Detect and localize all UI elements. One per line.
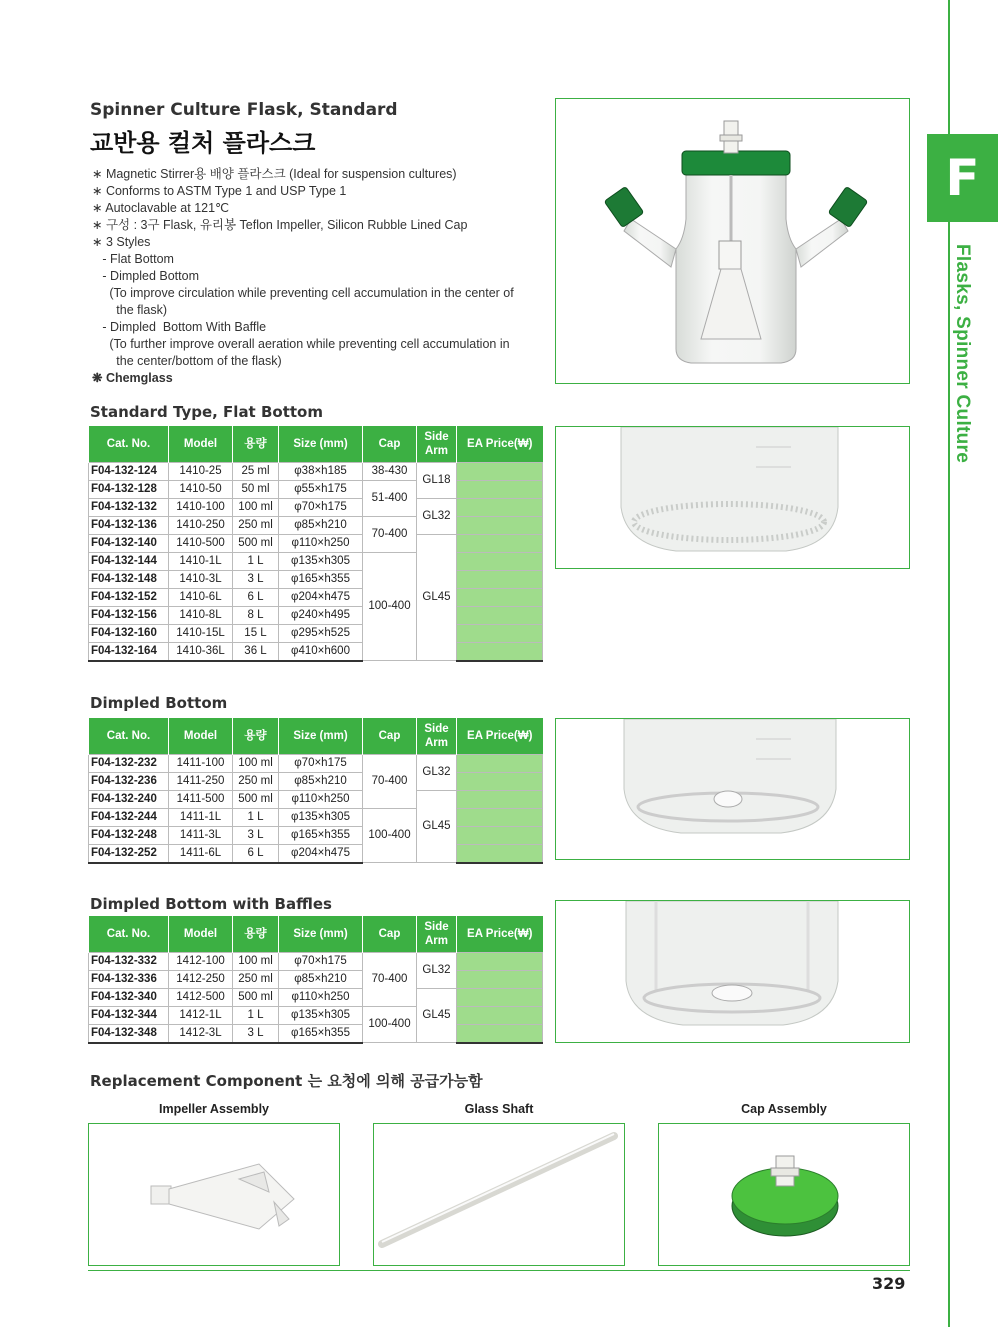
col-model: Model — [169, 718, 233, 754]
dimpled-baffle-table — [88, 916, 543, 1044]
feature-item: ∗ 구성 : 3구 Flask, 유리봉 Teflon Impeller, Silicon Rubble Lined Cap — [92, 218, 468, 232]
feature-item: (To improve circulation while preventing cell accumulation in the center of — [92, 286, 514, 300]
table-row: F04-132-248 1411-3L 3 L φ165×h355 — [89, 826, 543, 844]
dimpled-bottom-photo — [555, 718, 910, 860]
feature-item: ∗ Conforms to ASTM Type 1 and USP Type 1 — [92, 184, 347, 198]
dimpled-baffle-photo — [555, 900, 910, 1043]
flat-bottom-table — [88, 426, 543, 662]
section-title-flat: Standard Type, Flat Bottom — [90, 403, 323, 421]
page-title-korean: 교반용 컬처 플라스크 — [90, 129, 316, 157]
flat-bottom-photo — [555, 426, 910, 569]
col-cap: Cap — [363, 718, 417, 754]
section-tab-label: Flasks, Spinner Culture — [952, 244, 973, 464]
col-price: EA Price(₩) — [457, 916, 543, 952]
table-row: F04-132-164 1410-36L 36 L φ410×h600 — [89, 642, 543, 661]
table-row: F04-132-136 1410-250 250 ml φ85×h210 70-400 — [89, 516, 543, 534]
col-cap: Cap — [363, 426, 417, 462]
col-size: Size (mm) — [279, 718, 363, 754]
cap-assembly-label: Cap Assembly — [741, 1102, 827, 1116]
table-row: F04-132-140 1410-500 500 ml φ110×h250 GL45 — [89, 534, 543, 552]
col-cap: Cap — [363, 916, 417, 952]
col-size: Size (mm) — [279, 916, 363, 952]
spinner-flask-photo — [555, 98, 910, 384]
glass-shaft-label: Glass Shaft — [464, 1102, 534, 1116]
table-row: F04-132-132 1410-100 100 ml φ70×h175 GL32 — [89, 498, 543, 516]
footer-rule — [88, 1270, 910, 1271]
col-model: Model — [169, 916, 233, 952]
cap-assembly-photo — [658, 1123, 910, 1266]
col-cat: Cat. No. — [89, 916, 169, 952]
table-row: F04-132-128 1410-50 50 ml φ55×h175 51-400 — [89, 480, 543, 498]
brand-name: ❋ Chemglass — [92, 371, 173, 385]
table-row: F04-132-232 1411-100 100 ml φ70×h175 70-400 GL32 — [89, 754, 543, 772]
table-row: F04-132-344 1412-1L 1 L φ135×h305 100-400 — [89, 1006, 543, 1024]
col-cat: Cat. No. — [89, 426, 169, 462]
feature-item: - Flat Bottom — [92, 252, 174, 266]
table-row: F04-132-240 1411-500 500 ml φ110×h250 GL45 — [89, 790, 543, 808]
table-row: F04-132-148 1410-3L 3 L φ165×h355 — [89, 570, 543, 588]
feature-item: the flask) — [92, 303, 168, 317]
replacement-title-ko: 는 요청에 의해 공급가능함 — [302, 1072, 483, 1090]
table-row: F04-132-152 1410-6L 6 L φ204×h475 — [89, 588, 543, 606]
table-row: F04-132-156 1410-8L 8 L φ240×h495 — [89, 606, 543, 624]
page-number: 329 — [872, 1274, 906, 1293]
section-title-dimpled: Dimpled Bottom — [90, 694, 228, 712]
col-side-arm: Side Arm — [417, 916, 457, 952]
table-row: F04-132-252 1411-6L 6 L φ204×h475 — [89, 844, 543, 863]
col-side-arm: Side Arm — [417, 426, 457, 462]
feature-item: ∗ Autoclavable at 121℃ — [92, 201, 230, 215]
feature-list — [92, 166, 514, 387]
col-price: EA Price(₩) — [457, 718, 543, 754]
col-size: Size (mm) — [279, 426, 363, 462]
table-row: F04-132-244 1411-1L 1 L φ135×h305 100-400 — [89, 808, 543, 826]
section-title-baffles: Dimpled Bottom with Baffles — [90, 895, 332, 913]
feature-item: (To further improve overall aeration while preventing cell accumulation in — [92, 337, 510, 351]
feature-item: ∗ 3 Styles — [92, 235, 151, 249]
col-side-arm: Side Arm — [417, 718, 457, 754]
section-tab: F — [927, 134, 998, 222]
feature-item: - Dimpled Bottom With Baffle — [92, 320, 267, 334]
table-row: F04-132-160 1410-15L 15 L φ295×h525 — [89, 624, 543, 642]
table-row: F04-132-332 1412-100 100 ml φ70×h175 70-400 GL32 — [89, 952, 543, 970]
replacement-title — [90, 1070, 483, 1091]
col-model: Model — [169, 426, 233, 462]
col-volume: 용량 — [233, 718, 279, 754]
replacement-title-en: Replacement Component — [90, 1072, 303, 1090]
col-volume: 용량 — [233, 916, 279, 952]
feature-item: ∗ Magnetic Stirrer용 배양 플라스크 (Ideal for suspension cultures) — [92, 167, 457, 181]
glass-shaft-photo — [373, 1123, 625, 1266]
page-title: Spinner Culture Flask, Standard — [90, 100, 398, 120]
table-row: F04-132-236 1411-250 250 ml φ85×h210 — [89, 772, 543, 790]
table-row: F04-132-144 1410-1L 1 L φ135×h305 100-400 — [89, 552, 543, 570]
dimpled-bottom-table — [88, 718, 543, 864]
col-price: EA Price(₩) — [457, 426, 543, 462]
feature-item: - Dimpled Bottom — [92, 269, 199, 283]
table-row: F04-132-340 1412-500 500 ml φ110×h250 GL45 — [89, 988, 543, 1006]
feature-item: the center/bottom of the flask) — [92, 354, 282, 368]
impeller-label: Impeller Assembly — [158, 1102, 269, 1116]
table-row: F04-132-336 1412-250 250 ml φ85×h210 — [89, 970, 543, 988]
impeller-photo — [88, 1123, 340, 1266]
col-cat: Cat. No. — [89, 718, 169, 754]
col-volume: 용량 — [233, 426, 279, 462]
table-row: F04-132-124 1410-25 25 ml φ38×h185 38-430 GL18 — [89, 462, 543, 480]
table-row: F04-132-348 1412-3L 3 L φ165×h355 — [89, 1024, 543, 1043]
